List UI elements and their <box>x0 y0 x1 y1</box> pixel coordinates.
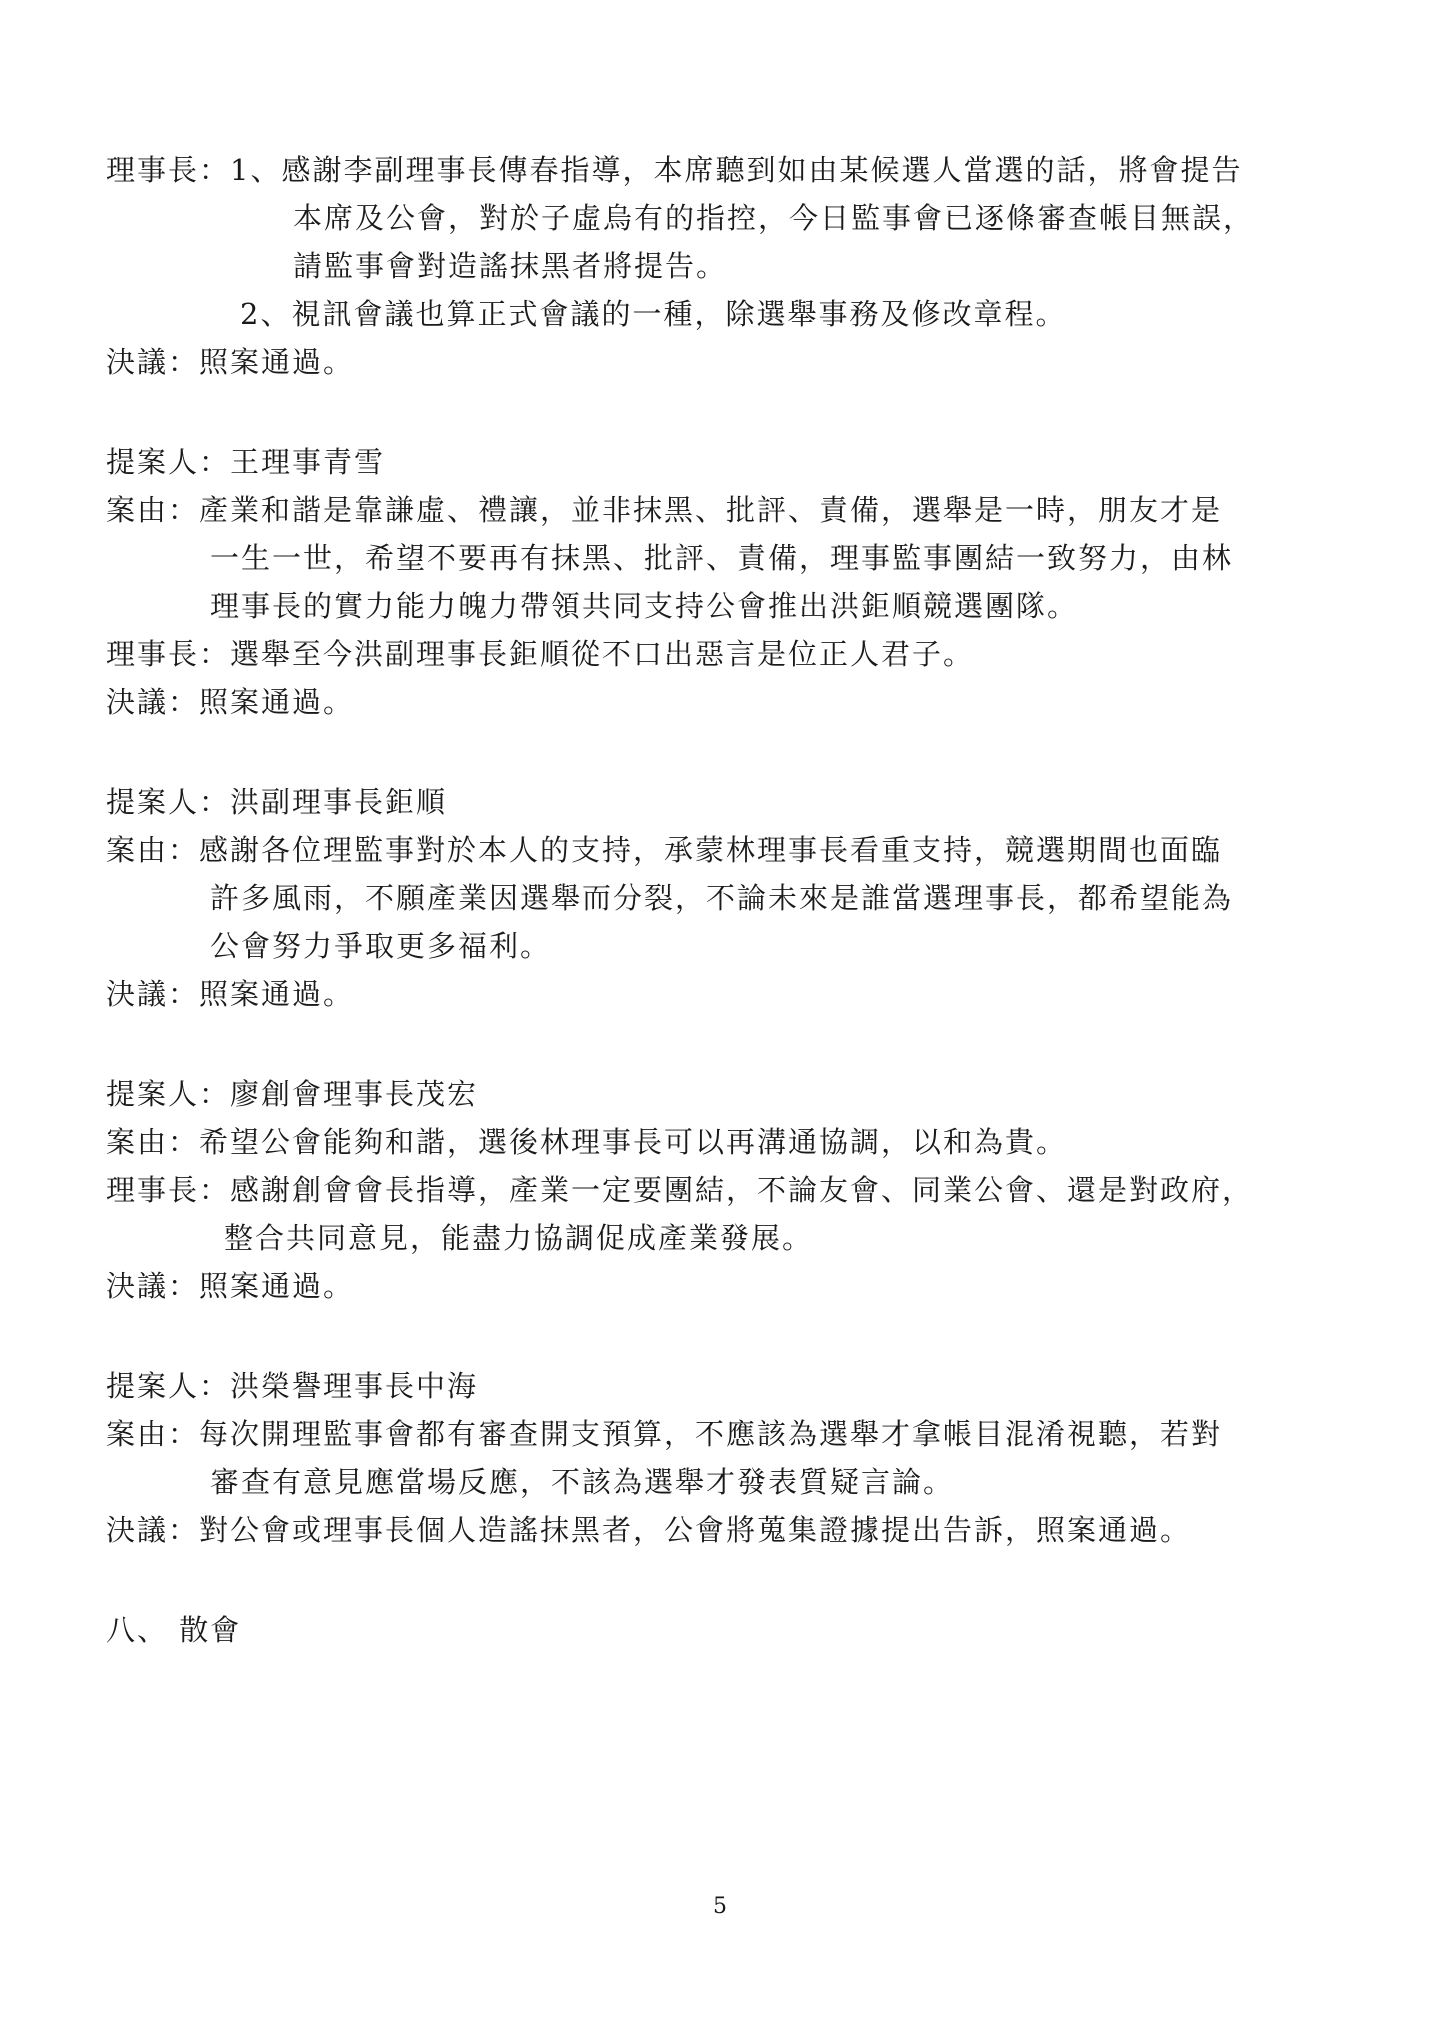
chair-line: 理事長：選舉至今洪副理事長鉅順從不口出惡言是位正人君子。 <box>106 637 975 671</box>
proposal-block-honor <box>106 1362 1356 1554</box>
chair-line: 理事長：感謝創會會長指導，產業一定要團結，不論友會、同業公會、還是對政府， <box>106 1173 1254 1207</box>
resolution-line: 決議：照案通過。 <box>106 685 355 719</box>
case-line: 審查有意見應當場反應，不該為選舉才發表質疑言論。 <box>210 1465 955 1499</box>
text-line: 本席及公會，對於子虛烏有的指控，今日監事會已逐條審查帳目無誤， <box>293 201 1255 235</box>
chair-response-block <box>106 146 1356 386</box>
case-line: 一生一世，希望不要再有抹黑、批評、責備，理事監事團結一致努力，由林 <box>210 541 1234 575</box>
proposer-line: 提案人：廖創會理事長茂宏 <box>106 1077 479 1111</box>
case-line: 案由：產業和諧是靠謙虛、禮讓，並非抹黑、批評、責備，選舉是一時，朋友才是 <box>106 493 1223 527</box>
proposer-line: 提案人：洪副理事長鉅順 <box>106 785 448 819</box>
proposer-line: 提案人：王理事青雪 <box>106 445 386 479</box>
case-line: 案由：希望公會能夠和諧，選後林理事長可以再溝通協調，以和為貴。 <box>106 1125 1068 1159</box>
case-line: 案由：每次開理監事會都有審查開支預算，不應該為選舉才拿帳目混淆視聽，若對 <box>106 1417 1223 1451</box>
proposal-block-hung <box>106 778 1356 1018</box>
proposal-block-liao <box>106 1070 1356 1310</box>
text-line: 2、視訊會議也算正式會議的一種，除選舉事務及修改章程。 <box>240 297 1067 331</box>
case-line: 公會努力爭取更多福利。 <box>210 929 552 963</box>
minutes-body <box>106 146 1356 1654</box>
proposal-block-wang <box>106 438 1356 726</box>
page-number: 5 <box>713 1894 727 1919</box>
case-line: 許多風雨，不願產業因選舉而分裂，不論未來是誰當選理事長，都希望能為 <box>210 881 1234 915</box>
text-line: 理事長：1、感謝李副理事長傳春指導，本席聽到如由某候選人當選的話，將會提告 <box>106 153 1243 187</box>
proposer-line: 提案人：洪榮譽理事長中海 <box>106 1369 479 1403</box>
resolution-line: 決議：對公會或理事長個人造謠抹黑者，公會將蒐集證據提出告訴，照案通過。 <box>106 1513 1192 1547</box>
adjourn-heading: 八、 散會 <box>106 1613 242 1647</box>
resolution-line: 決議：照案通過。 <box>106 1269 355 1303</box>
case-line: 案由：感謝各位理監事對於本人的支持，承蒙林理事長看重支持，競選期間也面臨 <box>106 833 1223 867</box>
resolution-line: 決議：照案通過。 <box>106 345 355 379</box>
chair-line: 整合共同意見，能盡力協調促成產業發展。 <box>224 1221 814 1255</box>
text-line: 請監事會對造謠抹黑者將提告。 <box>293 249 728 283</box>
case-line: 理事長的實力能力魄力帶領共同支持公會推出洪鉅順競選團隊。 <box>210 589 1079 623</box>
resolution-line: 決議：照案通過。 <box>106 977 355 1011</box>
